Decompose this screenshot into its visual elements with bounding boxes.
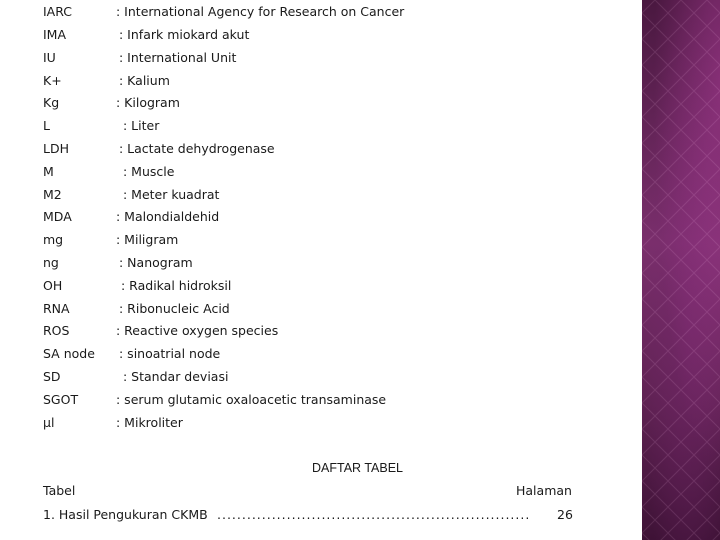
abbreviation-row — [0, 48, 642, 68]
abbreviation-row — [0, 276, 642, 296]
abbreviation-row — [0, 299, 642, 319]
abbreviation-term: M — [43, 164, 54, 179]
abbreviation-row — [0, 93, 642, 113]
abbreviation-definition: : Reactive oxygen species — [116, 323, 279, 338]
abbreviation-term: M2 — [43, 187, 62, 202]
section-heading: DAFTAR TABEL — [312, 461, 403, 475]
abbreviation-term: ng — [43, 255, 59, 270]
abbreviation-term: IMA — [43, 27, 67, 42]
abbreviation-definition: : Miligram — [116, 232, 179, 247]
abbreviation-definition: : International Agency for Research on Cancer — [116, 4, 405, 19]
page-column-label: Halaman — [516, 483, 572, 498]
decorative-side-panel — [642, 0, 720, 540]
table-column-label: Tabel — [43, 483, 76, 498]
abbreviation-definition: : serum glutamic oxaloacetic transaminase — [116, 392, 387, 407]
abbreviation-definition: : sinoatrial node — [119, 346, 221, 361]
abbreviation-definition: : Liter — [123, 118, 160, 133]
abbreviation-term: SD — [43, 369, 61, 384]
abbreviation-definition: : Lactate dehydrogenase — [119, 141, 275, 156]
abbreviation-term: L — [43, 118, 50, 133]
dot-leader: ............................................................... — [217, 507, 531, 522]
abbreviation-definition: : Nanogram — [119, 255, 193, 270]
abbreviation-term: IARC — [43, 4, 73, 19]
abbreviation-row — [0, 2, 642, 22]
abbreviation-row — [0, 321, 642, 341]
abbreviation-term: ROS — [43, 323, 70, 338]
abbreviation-term: OH — [43, 278, 63, 293]
abbreviation-row — [0, 230, 642, 250]
abbreviation-term: K+ — [43, 73, 62, 88]
abbreviation-term: SGOT — [43, 392, 79, 407]
abbreviation-definition: : International Unit — [119, 50, 237, 65]
abbreviation-row — [0, 344, 642, 364]
abbreviation-row — [0, 367, 642, 387]
abbreviation-term: μl — [43, 415, 55, 430]
abbreviation-definition: : Muscle — [123, 164, 175, 179]
abbreviation-row — [0, 207, 642, 227]
abbreviation-definition: : Kalium — [119, 73, 170, 88]
abbreviation-row — [0, 25, 642, 45]
abbreviation-row — [0, 390, 642, 410]
abbreviation-row — [0, 162, 642, 182]
abbreviation-term: RNA — [43, 301, 70, 316]
abbreviation-term: Kg — [43, 95, 60, 110]
abbreviation-row — [0, 413, 642, 433]
abbreviation-row — [0, 71, 642, 91]
abbreviation-definition: : Kilogram — [116, 95, 180, 110]
abbreviation-definition: : Infark miokard akut — [119, 27, 250, 42]
abbreviation-definition: : Standar deviasi — [123, 369, 229, 384]
table-list-entry[interactable] — [43, 505, 573, 525]
abbreviation-row — [0, 185, 642, 205]
abbreviation-definition: : Meter kuadrat — [123, 187, 220, 202]
abbreviation-term: LDH — [43, 141, 69, 156]
diamond-pattern — [642, 0, 720, 540]
table-entry-page-number: 26 — [557, 507, 573, 522]
abbreviation-term: MDA — [43, 209, 72, 224]
abbreviation-definition: : Radikal hidroksil — [121, 278, 232, 293]
table-entry-title: 1. Hasil Pengukuran CKMB — [43, 507, 208, 522]
abbreviation-definition: : Mikroliter — [116, 415, 183, 430]
abbreviation-definition: : Ribonucleic Acid — [119, 301, 230, 316]
abbreviation-term: SA node — [43, 346, 95, 361]
abbreviation-definition: : Malondialdehid — [116, 209, 220, 224]
abbreviation-row — [0, 253, 642, 273]
abbreviation-term: IU — [43, 50, 56, 65]
abbreviation-row — [0, 139, 642, 159]
abbreviation-term: mg — [43, 232, 64, 247]
abbreviation-row — [0, 116, 642, 136]
